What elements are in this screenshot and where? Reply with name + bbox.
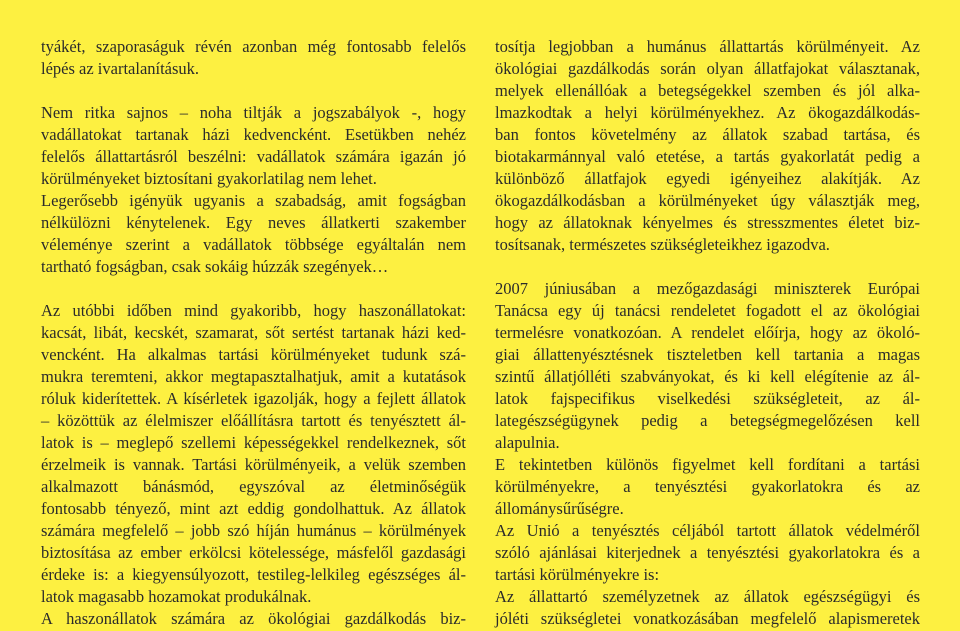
text-line: Legerősebb igényük ugyanis a szabadság, amit fogságban (41, 191, 466, 210)
text-line: alkalmazott bánásmód, egyszóval az életminőségük (41, 477, 466, 496)
text-line: tyákét, szaporaságuk révén azonban még fontosabb felelős (41, 37, 466, 56)
text-line: érdeke is: a kiegyensúlyozott, testileg-lelkileg egészséges ál- (41, 565, 466, 584)
text-line: kacsát, libát, kecskét, szamarat, sőt sertést tartanak házi ked- (41, 323, 466, 342)
paragraph-gap (41, 80, 466, 102)
text-line: biotakarmánnyal való etetése, a tartás gyakorlatát pedig a (495, 147, 920, 166)
text-line: szóló ajánlásai kiterjednek a tenyésztési gyakorlatokra és a (495, 543, 920, 562)
text-line: körülményekre, a tenyésztési gyakorlatokra és az (495, 477, 920, 496)
text-line: tosítja legjobban a humánus állattartás körülményeit. Az (495, 37, 920, 56)
paragraph-gap (41, 278, 466, 300)
text-line: ökogazdálkodásban a körülményeket úgy választják meg, (495, 191, 920, 210)
text-line: tosítsanak, természetes szükségleteikhez igazodva. (495, 235, 830, 254)
text-line: véleménye szerint a vadállatok többsége egyáltalán nem (41, 235, 466, 254)
text-line: vadállatokat tartanak házi kedvencként. Esetükben nehéz (41, 125, 466, 144)
text-line: E tekintetben különös figyelmet kell fordítani a tartási (495, 455, 920, 474)
text-line: alapulnia. (495, 433, 560, 452)
right-text-column (495, 36, 920, 630)
text-line: érzelmeik is vannak. Tartási körülményeik, a velük szemben (41, 455, 466, 474)
text-line: vencként. Ha alkalmas tartási körülményeket tudunk szá- (41, 345, 466, 364)
text-line: róluk kiderítettek. A kísérletek igazolják, hogy a fejlett állatok (41, 389, 466, 408)
text-line: felelős állattartásról beszélni: vadállatok számára igazán jó (41, 147, 466, 166)
text-line: Tanácsa egy új tanácsi rendeletet fogadott el az ökológiai (495, 301, 920, 320)
text-line: lépés az ivartalanításuk. (41, 59, 200, 78)
text-line: lmazkodtak a helyi körülményekhez. Az ökogazdálkodás- (495, 103, 920, 122)
text-line: mukra teremteni, akkor megtapasztalhatjuk, amit a kutatások (41, 367, 466, 386)
text-line: Nem ritka sajnos – noha tiltják a jogszabályok -, hogy (41, 103, 466, 122)
text-line: fontosabb tényező, mint azt eddig gondolhattuk. Az állatok (41, 499, 466, 518)
text-line: ban fontos követelmény az állatok szabad tartása, és (495, 125, 920, 144)
text-line: tartható fogságban, csak sokáig húzzák szegények… (41, 257, 389, 276)
text-line: különböző állatfajok egyedi igényeihez alakítják. Az (495, 169, 920, 188)
text-line: Az utóbbi időben mind gyakoribb, hogy haszonállatokat: (41, 301, 466, 320)
text-line: állománysűrűségre. (495, 499, 624, 518)
text-line: latok fajspecifikus viselkedési szükségleteit, az ál- (495, 389, 920, 408)
text-line: Az állattartó személyzetnek az állatok egészségügyi és (495, 587, 920, 606)
text-line: jóléti szükségletei vonatkozásában megfelelő alapismeretek (495, 609, 920, 628)
text-line: 2007 júniusában a mezőgazdasági miniszterek Európai (495, 279, 920, 298)
text-line: giai állattenyésztésnek tiszteletben kell tartania a magas (495, 345, 920, 364)
text-line: – közöttük az élelmiszer előállításra tartott és tenyésztett ál- (41, 411, 466, 430)
text-line: körülményeket biztosítani gyakorlatilag nem lehet. (41, 169, 377, 188)
text-line: hogy az állatoknak kényelmes és stresszmentes életet biz- (495, 213, 920, 232)
text-line: Az Unió a tenyésztés céljából tartott állatok védelméről (495, 521, 920, 540)
paragraph-gap (495, 256, 920, 278)
text-line: ökológiai gazdálkodás során olyan állatfajokat választanak, (495, 59, 920, 78)
text-line: lategészségügynek pedig a betegségmegelőzésen kell (495, 411, 920, 430)
text-line: tartási körülményekre is: (495, 565, 660, 584)
text-line: A haszonállatok számára az ökológiai gazdálkodás biz- (41, 609, 466, 628)
text-line: latok is – meglepő szellemi képességekkel rendelkeznek, sőt (41, 433, 466, 452)
text-line: szintű állatjólléti szabványokat, és ki kell elégítenie az ál- (495, 367, 920, 386)
text-line: biztosítása az ember erkölcsi kötelessége, másfelől gazdasági (41, 543, 466, 562)
text-line: latok magasabb hozamokat produkálnak. (41, 587, 312, 606)
text-line: termelésre vonatkozóan. A rendelet előírja, hogy az ökoló- (495, 323, 920, 342)
text-line: melyek ellenállóak a betegségekkel szemben és jól alka- (495, 81, 920, 100)
left-text-column (41, 36, 466, 630)
text-line: nélkülözni kénytelenek. Egy neves állatkerti szakember (41, 213, 466, 232)
text-line: számára megfelelő – jobb szó híján humánus – körülmények (41, 521, 466, 540)
